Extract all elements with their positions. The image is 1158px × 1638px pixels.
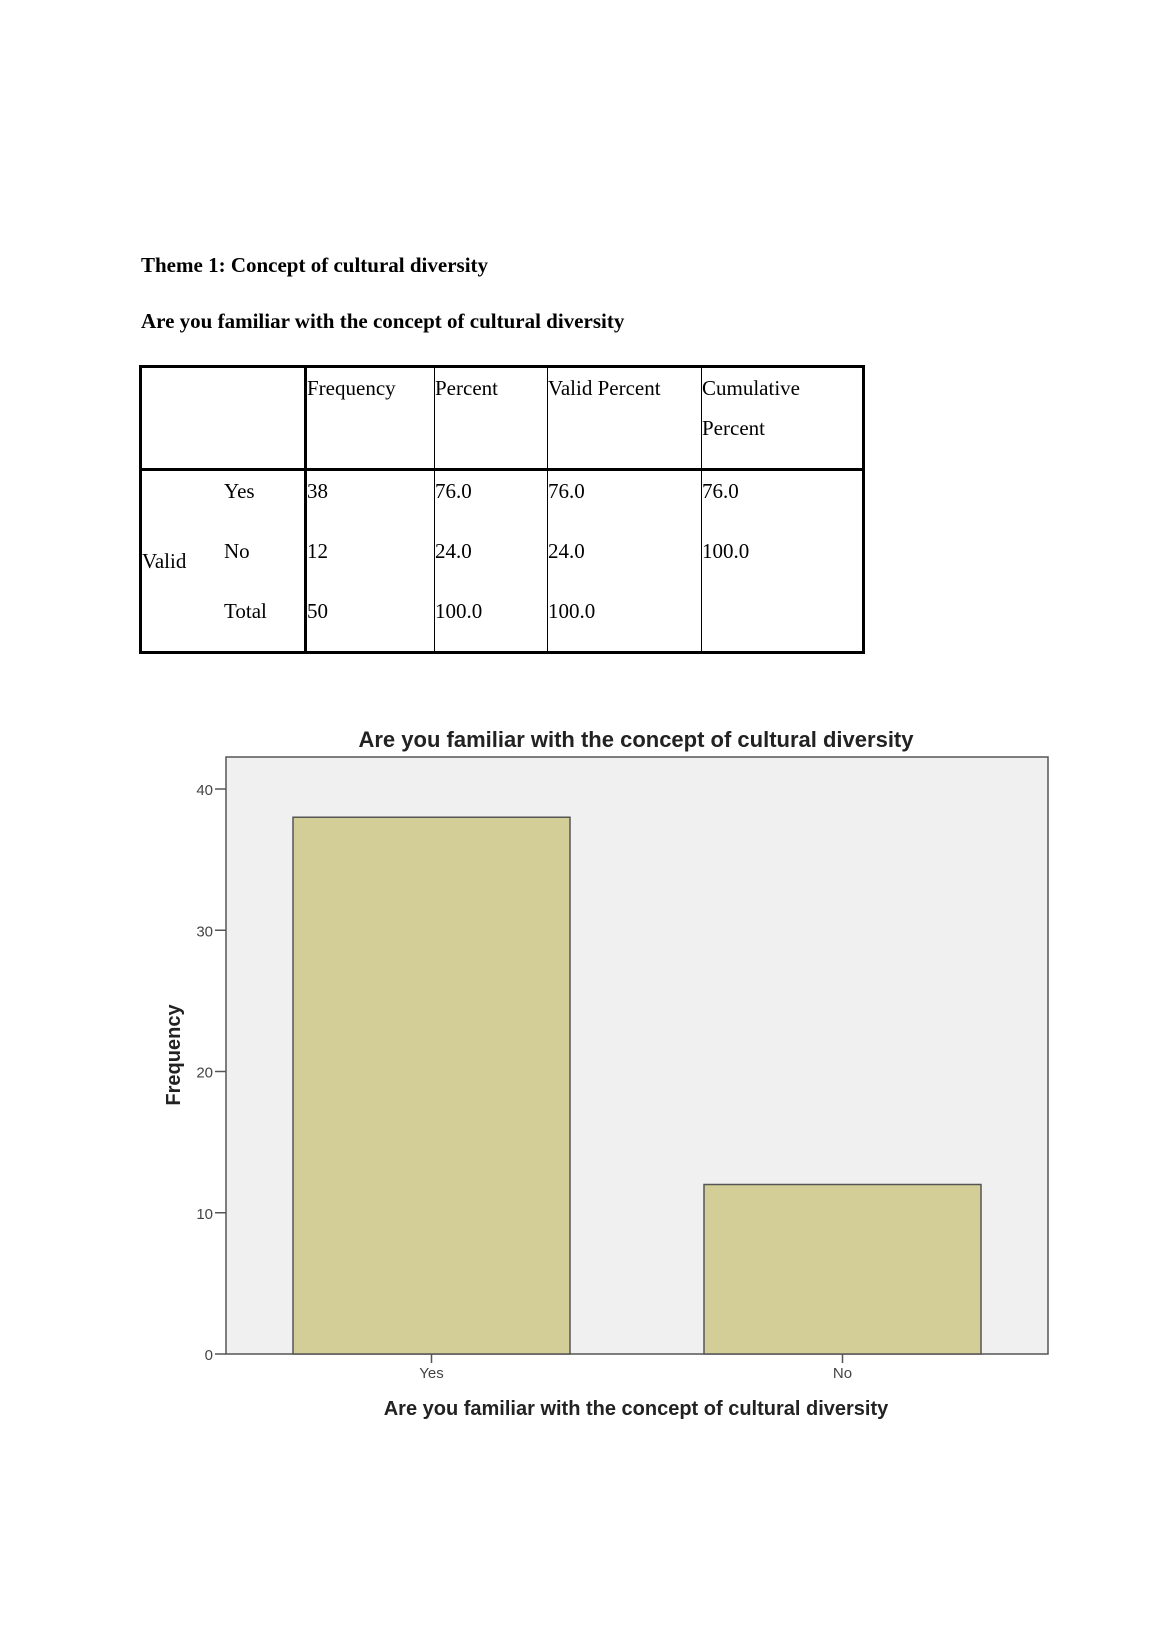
cell-valid-percent: 24.0 (548, 531, 702, 591)
cell-frequency: 50 (306, 591, 435, 653)
y-tick-label: 30 (196, 923, 213, 941)
bar-yes (293, 817, 570, 1354)
y-tick-label: 20 (196, 1064, 213, 1082)
question-title: Are you familiar with the concept of cultural diversity (141, 309, 625, 333)
x-axis-label: Are you familiar with the concept of cultural diversity (383, 1398, 889, 1420)
theme-title: Theme 1: Concept of cultural diversity (141, 253, 489, 277)
cell-valid-percent: 76.0 (548, 470, 702, 532)
header-valid-percent: Valid Percent (548, 367, 702, 470)
x-tick-label: Yes (419, 1365, 444, 1382)
chart-title: Are you familiar with the concept of cultural diversity (358, 727, 914, 752)
y-tick-label: 40 (196, 782, 213, 799)
header-percent: Percent (435, 367, 548, 470)
row-category: Total (224, 599, 267, 623)
y-axis-label: Frequency (163, 1004, 185, 1106)
header-cumulative-percent: Cumulative Percent (702, 367, 864, 470)
statistic-label: Valid (142, 549, 187, 573)
cell-frequency: 38 (306, 470, 435, 532)
row-category: Yes (224, 479, 255, 503)
cell-cumulative-percent: 76.0 (702, 470, 864, 532)
cell-cumulative-percent: 100.0 (702, 531, 864, 591)
y-tick-label: 0 (204, 1347, 213, 1364)
y-tick-label: 10 (196, 1205, 213, 1223)
x-tick-label: No (832, 1365, 853, 1382)
header-frequency: Frequency (306, 367, 435, 470)
row-category: No (224, 539, 250, 563)
bar-no (704, 1185, 981, 1355)
cell-frequency: 12 (306, 531, 435, 591)
cell-percent: 24.0 (435, 531, 548, 591)
cell-percent: 76.0 (435, 470, 548, 532)
cell-valid-percent: 100.0 (548, 591, 702, 653)
cell-percent: 100.0 (435, 591, 548, 653)
